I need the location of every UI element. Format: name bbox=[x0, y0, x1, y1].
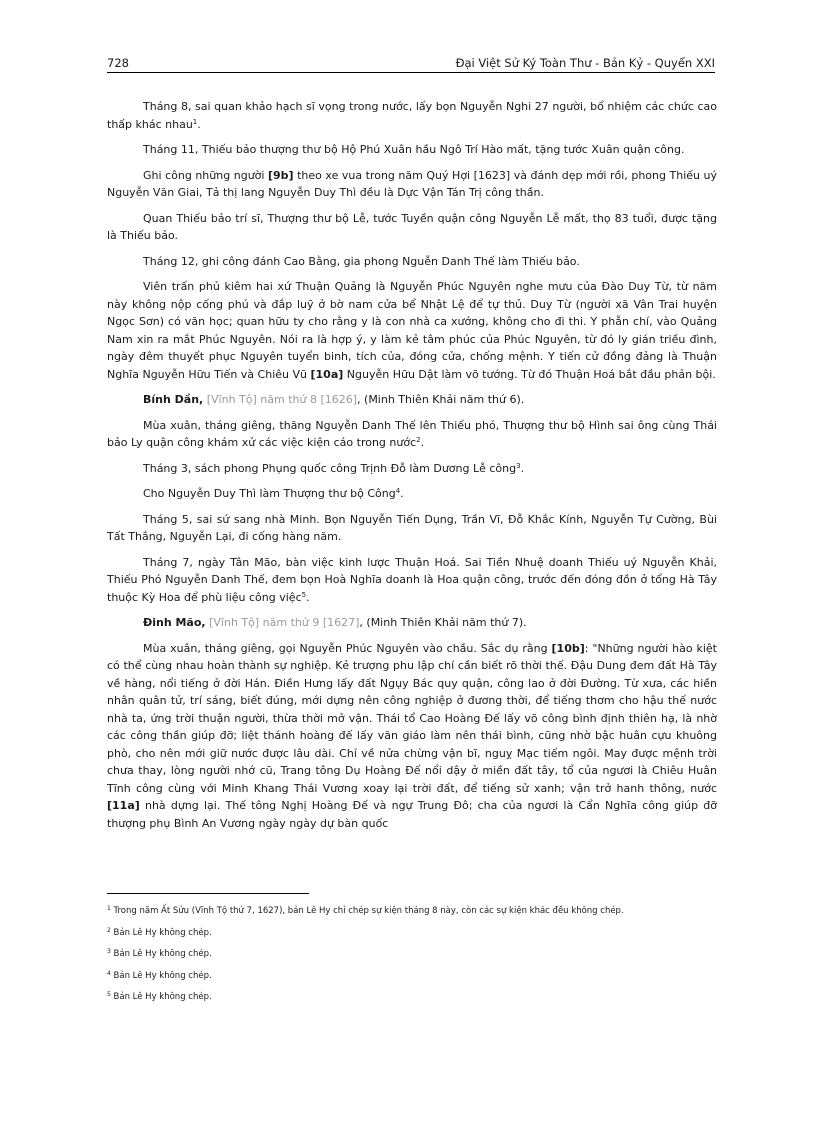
footnote-ref: 3 bbox=[516, 461, 521, 470]
footnote: $^2$ Bản Lê Hy không chép. bbox=[107, 926, 212, 938]
paragraph: Cho Nguyễn Duy Thì làm Thượng thư bộ Công$^4$. bbox=[143, 487, 404, 500]
paragraph: Mùa xuân, tháng giêng, gọi Nguyễn Phúc Nguyên vào chầu. Sắc dụ rằng [10b]: "Những người hào kiệt có thể cùng nhau hoàn thành sự nghiệp. Kẻ trượng phu lập chí cần biết rõ thời thế. Đậu Dung đem đất Hà Tây về hàng, nổi tiếng ở đời Hán. Điền Hưng lấy đất Ngụy Bác quy quận, công lao ở đời Đường. Từ xưa, các hiền nhân quân tử, trí sáng, biết đúng, mới dựng nên công nghiệp ở đương thời, để tiếng thơm cho hậu thế nước nhà ta, ứng trời thuận người, thừa thời mở vận. Thái tổ Cao Hoàng Đế lấy võ công bình định thiên hạ, là nhờ các công thần giúp đỡ; liệt thánh hoàng đế lấy văn giáo làm nên thái bình, cũng nhờ bậc huân cựu khuông phò, cho nên mới giữ nước được lâu dài. Chỉ về nửa chừng vận bĩ, nguỵ Mạc tiếm ngôi. May được mệnh trời chưa thay, lòng người nhớ cũ, Trang tông Dụ Hoàng Đế nổi dậy ở miền đất tây, tổ của ngươi là Chiêu Huân Tĩnh công cùng với Minh Khang Thái Vương xoay lại trời đất, để tiếng sử xanh; vận trở hanh thông, nước [11a] nhà dựng lại. Thế tông Nghị Hoàng Đế và ngự Trung Đô; cha của ngươi là Cẩn Nghĩa công giúp đỡ thượng phụ Bình An Vương ngày ngày dự bàn quốc bbox=[107, 641, 717, 830]
year-name: Đinh Mão, bbox=[143, 616, 206, 629]
page-marker: [9b] bbox=[267, 168, 294, 182]
footnote-ref: 2 bbox=[416, 436, 421, 444]
footnote: $^1$ Trong năm Ất Sửu (Vĩnh Tộ thứ 7, 1627), bản Lê Hy chỉ chép sự kiện tháng 8 này, còn các sự kiện khác đều không chép. bbox=[107, 905, 624, 916]
header-rule bbox=[107, 72, 715, 73]
paragraph: Ghi công những người [9b] theo xe vua trong năm Quý Hợi [1623] và đánh dẹp mới rồi, phong Thiếu uý Nguyễn Văn Giai, Tả thị lang Nguyễn Duy Thì đều là Dực Vận Tán Trị công thần. bbox=[107, 168, 717, 199]
paragraph: Tháng 12, ghi công đánh Cao Bằng, gia phong Nguễn Danh Thế làm Thiếu bảo. bbox=[143, 254, 580, 268]
page-header bbox=[107, 56, 715, 72]
page-marker: [11a] bbox=[107, 799, 140, 812]
paragraph: Tháng 3, sách phong Phụng quốc công Trịnh Đỗ làm Dương Lễ công$^3$. bbox=[143, 461, 525, 475]
paragraph: Quan Thiếu bảo trí sĩ, Thượng thư bộ Lễ, tước Tuyền quận công Nguyễn Lễ mất, thọ 83 tuổi, được tặng là Thiếu bảo. bbox=[107, 211, 717, 242]
reign-year: [Vĩnh Tộ] năm thứ 9 [1627] bbox=[209, 616, 360, 629]
footnote-ref: 4 bbox=[395, 487, 401, 495]
paragraph: Tháng 7, ngày Tân Mão, bàn việc kinh lược Thuận Hoá. Sai Tiền Nhuệ doanh Thiếu uý Nguyễn Khải, Thiếu Phó Nguyễn Danh Thế, đem bọn Hoà Nghĩa doanh là Hoa quận công, trước đến đóng đồn ở tổng Hà Tây thuộc Kỳ Hoa để phù liệu công việc$^5$. bbox=[107, 555, 717, 604]
year-heading: Bính Dần, [Vĩnh Tộ] năm thứ 8 [1626], (Minh Thiên Khải năm thứ 6). bbox=[143, 393, 525, 406]
footnote-rule bbox=[107, 893, 309, 894]
main-text bbox=[107, 98, 717, 840]
year-name: Bính Dần, bbox=[143, 393, 204, 406]
running-title: Đại Việt Sử Ký Toàn Thư - Bản Kỷ - Quyển XXI bbox=[455, 56, 715, 70]
footnote-ref: 5 bbox=[301, 590, 307, 599]
page-marker: [10b] bbox=[551, 641, 585, 655]
paragraph: Viên trấn phủ kiêm hai xứ Thuận Quảng là Nguyễn Phúc Nguyên nghe mưu của Đào Duy Từ, từ năm này không nộp cống phú và đắp luỹ ở bờ nam cửa bể Nhật Lệ để tự thủ. Duy Từ (người xã Vân Trai huyện Ngọc Sơn) có văn học; quan hữu ty cho rằng y là con nhà ca xướng, không cho đi thi. Y phẫn chí, vào Quảng Nam xin ra mắt Phúc Nguyên. Nói ra là hợp ý, y làm kẻ tâm phúc của Phúc Nguyên, từ đó ly gián triều đình, ngày đêm thuyết phục Nguyên tuyển binh, tích của, đóng cửa, chống mệnh. Y tiến cử đồng đảng là Thuận Nghĩa Nguyễn Hữu Tiến và Chiêu Vũ [10a] Nguyễn Hữu Dật làm võ tướng. Từ đó Thuận Hoá bắt đầu phản bội. bbox=[107, 280, 717, 381]
footnotes bbox=[107, 906, 717, 1014]
page-number: 728 bbox=[107, 56, 129, 70]
footnote: $^4$ Bản Lê Hy không chép. bbox=[107, 969, 212, 981]
reign-year: [Vĩnh Tộ] năm thứ 8 [1626] bbox=[206, 393, 358, 406]
page-marker: [10a] bbox=[310, 367, 344, 381]
paragraph: Tháng 8, sai quan khảo hạch sĩ vọng trong nước, lấy bọn Nguyễn Nghi 27 người, bổ nhiệm các chức cao thấp khác nhau$^1$. bbox=[107, 100, 717, 131]
year-heading: Đinh Mão, [Vĩnh Tộ] năm thứ 9 [1627], (Minh Thiên Khải năm thứ 7). bbox=[143, 616, 527, 629]
footnote-ref: 1 bbox=[192, 117, 198, 126]
paragraph: Mùa xuân, tháng giêng, thăng Nguyễn Danh Thế lên Thiếu phó, Thượng thư bộ Hình sai ông cùng Thái bảo Ly quận công khám xử các việc kiện cáo trong nước$^2$. bbox=[107, 418, 717, 449]
paragraph: Tháng 11, Thiếu bảo thượng thư bộ Hộ Phú Xuân hầu Ngô Trí Hào mất, tặng tước Xuân quận công. bbox=[143, 143, 685, 156]
paragraph: Tháng 5, sai sứ sang nhà Minh. Bọn Nguyễn Tiến Dụng, Trần Vĩ, Đỗ Khắc Kính, Nguyễn Tự Cường, Bùi Tất Thắng, Nguyễn Lại, đi cống hàng năm. bbox=[107, 512, 717, 543]
footnote: $^5$ Bản Lê Hy không chép. bbox=[107, 991, 212, 1002]
footnote: $^3$ Bản Lê Hy không chép. bbox=[107, 948, 212, 959]
